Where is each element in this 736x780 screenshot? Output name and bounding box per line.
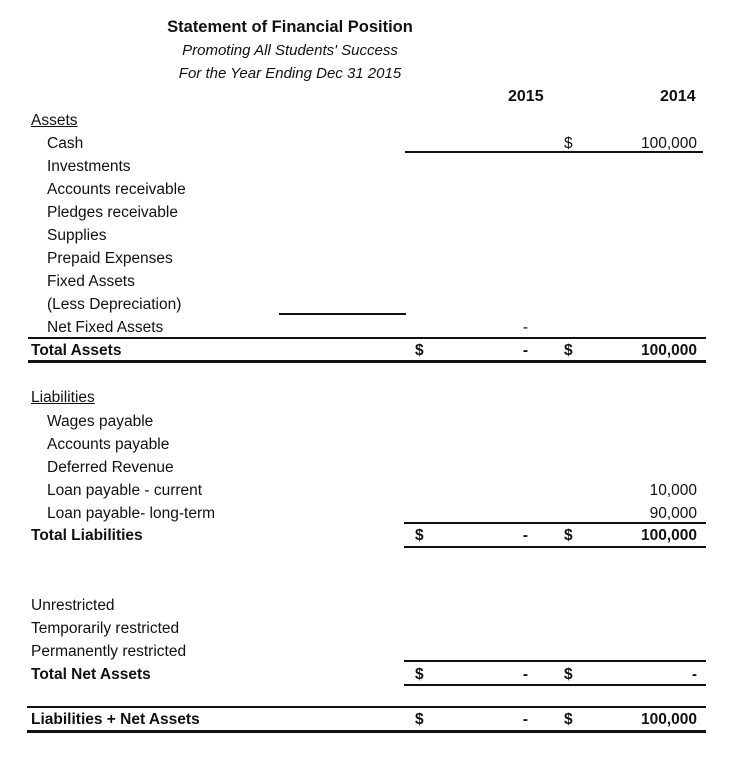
- line-item-label: Prepaid Expenses: [47, 250, 173, 267]
- line-item-label: Deferred Revenue: [47, 459, 174, 476]
- reporting-period: For the Year Ending Dec 31 2015: [178, 65, 402, 82]
- value-2015: -: [522, 711, 528, 728]
- value-2015: -: [522, 342, 528, 359]
- line-item-label: Loan payable - current: [47, 482, 203, 499]
- grand-total-bottom-rule: [27, 730, 706, 733]
- line-item-label: Permanently restricted: [31, 643, 187, 660]
- currency-2014: $: [564, 135, 573, 152]
- total-liabilities-bottom-rule: [404, 546, 706, 548]
- value-2014: 10,000: [649, 482, 697, 499]
- column-header-2015: 2015: [508, 88, 544, 105]
- column-header-2014: 2014: [660, 88, 696, 105]
- value-2014: 100,000: [640, 342, 697, 359]
- value-2015: -: [522, 527, 528, 544]
- line-item-label: Net Fixed Assets: [47, 319, 164, 336]
- line-item-label: Fixed Assets: [47, 273, 135, 290]
- value-2015: -: [522, 319, 528, 336]
- line-item-label: Supplies: [47, 227, 107, 244]
- total-net-assets-top-rule: [404, 660, 706, 662]
- total-label: Total Assets: [31, 342, 122, 359]
- total-label: Total Net Assets: [31, 666, 151, 683]
- depreciation-rule: [279, 313, 406, 315]
- line-item-label: Loan payable- long-term: [47, 505, 216, 522]
- currency-2014: $: [564, 342, 573, 359]
- line-item-label: Cash: [47, 135, 84, 152]
- value-2014: 100,000: [640, 135, 697, 152]
- line-item-label: Accounts payable: [47, 436, 170, 453]
- value-2014: -: [691, 666, 697, 683]
- section-heading: Liabilities: [31, 389, 95, 406]
- currency-2015: $: [415, 342, 424, 359]
- line-item-label: (Less Depreciation): [47, 296, 182, 313]
- value-2014: 100,000: [640, 527, 697, 544]
- total-label: Total Liabilities: [31, 527, 143, 544]
- line-item-label: Wages payable: [47, 413, 154, 430]
- line-item-label: Pledges receivable: [47, 204, 178, 221]
- currency-2015: $: [415, 527, 424, 544]
- currency-2015: $: [415, 666, 424, 683]
- currency-2015: $: [415, 711, 424, 728]
- value-2015: -: [522, 666, 528, 683]
- currency-2014: $: [564, 666, 573, 683]
- grand-total-top-rule: [27, 706, 706, 708]
- line-item-label: Temporarily restricted: [31, 620, 180, 637]
- statement-title: Statement of Financial Position: [167, 18, 413, 36]
- organization-name: Promoting All Students' Success: [182, 42, 398, 59]
- value-2014: 90,000: [649, 505, 697, 522]
- currency-2014: $: [564, 527, 573, 544]
- section-heading: Assets: [31, 112, 78, 129]
- currency-2014: $: [564, 711, 573, 728]
- line-item-label: Unrestricted: [31, 597, 115, 614]
- value-2014: 100,000: [640, 711, 697, 728]
- total-label: Liabilities + Net Assets: [31, 711, 200, 728]
- line-item-label: Investments: [47, 158, 131, 175]
- line-item-label: Accounts receivable: [47, 181, 186, 198]
